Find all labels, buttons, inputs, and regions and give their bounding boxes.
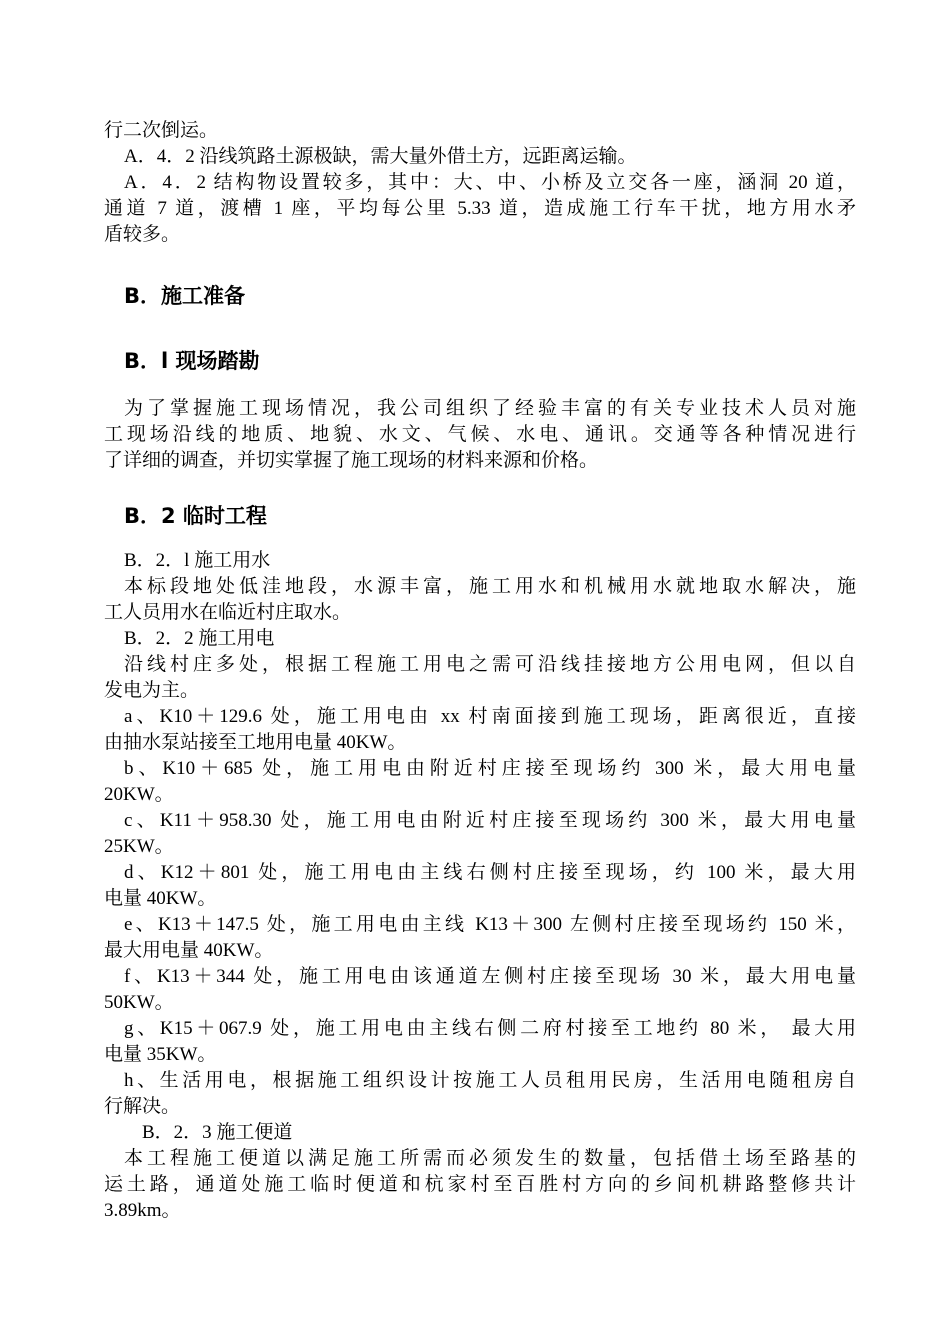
- subheading-access-road: B．2．3 施工便道: [142, 1122, 293, 1143]
- text-line: 通道 7 道，渡槽 1 座，平均每公里 5.33 道，造成施工行车干扰，地方用水矛: [104, 198, 856, 219]
- text-line: 3.89km。: [104, 1200, 181, 1221]
- text-line: 25KW。: [104, 836, 174, 857]
- text-line: 发电为主。: [104, 680, 200, 701]
- text-line: 50KW。: [104, 992, 174, 1013]
- text-line: c、K11＋958.30 处，施工用电由附近村庄接至现场约 300 米，最大用电量: [124, 810, 856, 831]
- paragraph-site-survey: [104, 396, 856, 474]
- section-heading-temporary-works: B．2 临时工程: [124, 504, 267, 528]
- text-line: 行解决。: [104, 1096, 181, 1117]
- text-line: f、K13＋344 处，施工用电由该通道左侧村庄接至现场 30 米，最大用电量: [124, 966, 856, 987]
- text-line: 工人员用水在临近村庄取水。: [104, 602, 352, 623]
- text-line: 电量 35KW。: [104, 1044, 217, 1065]
- text-line: 工现场沿线的地质、地貌、水文、气候、水电、通讯。交通等各种情况进行: [104, 424, 856, 445]
- section-heading-construction-preparation: B．施工准备: [124, 284, 246, 308]
- text-line: 为了掌握施工现场情况，我公司组织了经验丰富的有关专业技术人员对施: [124, 398, 856, 419]
- text-line: b、K10＋685 处，施工用电由附近村庄接至现场约 300 米，最大用电量: [124, 758, 856, 779]
- text-line: 行二次倒运。: [104, 120, 219, 141]
- text-line: 由抽水泵站接至工地用电量 40KW。: [104, 732, 407, 753]
- text-line: A．4．2 沿线筑路土源极缺，需大量外借土方，远距离运输。: [124, 146, 637, 167]
- text-line: e、K13＋147.5 处，施工用电由主线 K13＋300 左侧村庄接至现场约 150 米，: [124, 914, 856, 935]
- paragraph-temporary-works: [104, 548, 856, 1224]
- subheading-power-supply: B．2．2 施工用电: [124, 628, 275, 649]
- text-line: g、K15＋067.9 处，施工用电由主线右侧二府村接至工地约 80 米， 最大用: [124, 1018, 856, 1039]
- text-line: 本工程施工便道以满足施工所需而必须发生的数量，包括借土场至路基的: [124, 1148, 856, 1169]
- paragraph-site-conditions: [104, 118, 856, 248]
- text-line: A．4．2 结构物设置较多，其中：大、中、小桥及立交各一座，涵洞 20 道，: [124, 172, 856, 193]
- text-line: 盾较多。: [104, 224, 181, 245]
- text-line: 最大用电量 40KW。: [104, 940, 274, 961]
- text-line: d、K12＋801 处，施工用电由主线右侧村庄接至现场，约 100 米，最大用: [124, 862, 856, 883]
- text-line: 20KW。: [104, 784, 174, 805]
- subheading-water-supply: B．2．l 施工用水: [124, 550, 271, 571]
- text-line: 沿线村庄多处，根据工程施工用电之需可沿线挂接地方公用电网，但以自: [124, 654, 856, 675]
- text-line: 本标段地处低洼地段，水源丰富，施工用水和机械用水就地取水解决，施: [124, 576, 856, 597]
- text-line: 电量 40KW。: [104, 888, 217, 909]
- text-line: 了详细的调查，并切实掌握了施工现场的材料来源和价格。: [104, 450, 599, 471]
- section-heading-site-survey: B．l 现场踏勘: [124, 349, 260, 373]
- text-line: 运土路，通道处施工临时便道和杭家村至百胜村方向的乡间机耕路整修共计: [104, 1174, 856, 1195]
- text-line: h、生活用电，根据施工组织设计按施工人员租用民房，生活用电随租房自: [124, 1070, 856, 1091]
- text-line: a、K10＋129.6 处，施工用电由 xx 村南面接到施工现场，距离很近，直接: [124, 706, 856, 727]
